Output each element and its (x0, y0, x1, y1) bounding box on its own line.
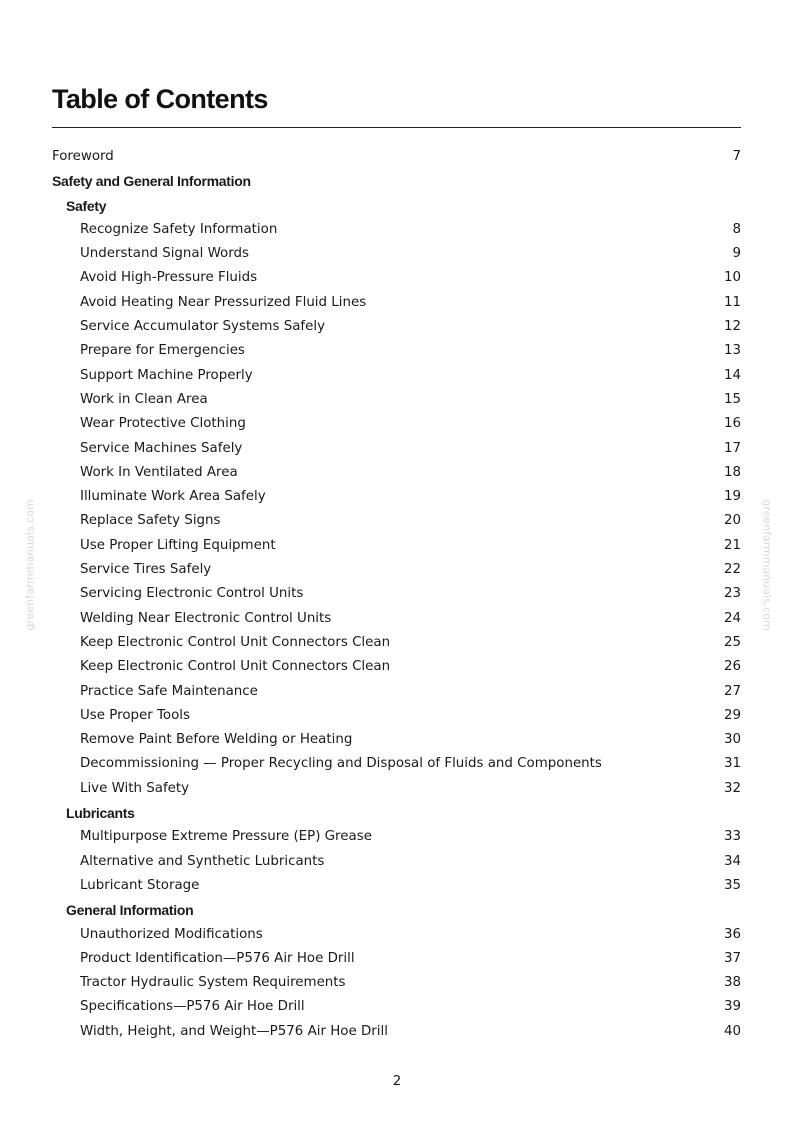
toc-entry-label: Live With Safety (80, 780, 190, 796)
toc-entry-page-number: 37 (723, 950, 741, 966)
toc-entry-label: Multipurpose Extreme Pressure (EP) Grease (80, 829, 372, 845)
page-title: Table of Contents (52, 84, 268, 114)
toc-entry-page-number: 18 (723, 464, 741, 480)
toc-entry-label: Wear Protective Clothing (80, 416, 246, 432)
toc-entry-page-number: 39 (723, 999, 741, 1015)
toc-entry-label: Avoid Heating Near Pressurized Fluid Lines (80, 294, 367, 310)
toc-entry[interactable] (0, 825, 794, 849)
toc-entry-page-number: 13 (723, 343, 741, 359)
toc-entry[interactable] (0, 558, 794, 582)
toc-entry-page-number: 22 (723, 562, 741, 578)
toc-entry-page-number: 25 (723, 634, 741, 650)
toc-entry-label: Alternative and Synthetic Lubricants (80, 853, 325, 869)
toc-entry-page-number: 20 (723, 513, 741, 529)
toc-entry-label: Keep Electronic Control Unit Connectors Clean (80, 634, 391, 650)
toc-entry[interactable] (0, 291, 794, 315)
watermark-right: greenfarmmanuals.com (760, 499, 774, 631)
toc-entry-label: Decommissioning — Proper Recycling and Disposal of Fluids and Components (80, 756, 602, 772)
toc-entry[interactable] (0, 364, 794, 388)
toc-entry-label: Avoid High-Pressure Fluids (80, 270, 258, 286)
watermark-left: greenfarmmanuals.com (23, 499, 37, 631)
toc-entry-label: Recognize Safety Information (80, 221, 278, 237)
toc-entry-page-number: 7 (732, 149, 741, 164)
toc-entry[interactable] (0, 607, 794, 631)
toc-entry-label: Specifications—P576 Air Hoe Drill (80, 999, 305, 1015)
toc-entry-label: Tractor Hydraulic System Requirements (80, 975, 346, 991)
title-divider (52, 127, 741, 128)
toc-entry-label: Practice Safe Maintenance (80, 683, 258, 699)
toc-entry-page-number: 11 (723, 294, 741, 310)
toc-entry-page-number: 35 (723, 877, 741, 893)
toc-entry[interactable] (0, 728, 794, 752)
toc-section-heading (0, 194, 794, 218)
toc-entry[interactable] (0, 315, 794, 339)
toc-entry-label: Service Machines Safely (80, 440, 243, 456)
toc-entry[interactable] (0, 971, 794, 995)
toc-section-heading (0, 801, 794, 825)
toc-entry[interactable] (0, 850, 794, 874)
toc-entry-page-number: 30 (723, 732, 741, 748)
toc-entry[interactable] (0, 582, 794, 606)
toc-entry[interactable] (0, 412, 794, 436)
toc-entry-label: Unauthorized Modifications (80, 926, 263, 942)
toc-entry-label: Service Accumulator Systems Safely (80, 319, 326, 335)
toc-entry-page-number: 9 (732, 246, 741, 262)
toc-entry-label: Foreword (52, 149, 114, 164)
toc-section-heading (0, 898, 794, 922)
toc-entry-page-number: 33 (723, 829, 741, 845)
toc-entry[interactable] (0, 655, 794, 679)
toc-entry-page-number: 21 (723, 537, 741, 553)
toc-entry-page-number: 38 (723, 975, 741, 991)
toc-entry-page-number: 36 (723, 926, 741, 942)
toc-entry-label: Safety and General Information (52, 173, 251, 190)
toc-entry[interactable] (0, 874, 794, 898)
toc-entry-label: Servicing Electronic Control Units (80, 586, 304, 602)
toc-entry[interactable] (0, 509, 794, 533)
toc-entry[interactable] (0, 437, 794, 461)
toc-entry-page-number: 8 (732, 221, 741, 237)
toc-entry-page-number: 34 (723, 853, 741, 869)
toc-entry-label: Lubricants (66, 805, 135, 822)
toc-entry-page-number: 14 (723, 367, 741, 383)
toc-entry[interactable] (0, 461, 794, 485)
toc-entry-label: Remove Paint Before Welding or Heating (80, 732, 353, 748)
toc-section-heading (0, 169, 794, 193)
toc-entry-page-number: 19 (723, 489, 741, 505)
toc-entry-page-number: 17 (723, 440, 741, 456)
toc-entry[interactable] (0, 680, 794, 704)
toc-entry[interactable] (0, 752, 794, 776)
toc-entry[interactable] (0, 777, 794, 801)
toc-entry-label: Replace Safety Signs (80, 513, 221, 529)
toc-entry[interactable] (0, 485, 794, 509)
toc-entry-page-number: 40 (723, 1023, 741, 1039)
toc-entry-label: Width, Height, and Weight—P576 Air Hoe Drill (80, 1023, 388, 1039)
toc-entry-label: Safety (66, 197, 107, 214)
toc-entry-label: Illuminate Work Area Safely (80, 489, 266, 505)
toc-entry[interactable] (0, 534, 794, 558)
toc-entry-label: Lubricant Storage (80, 877, 200, 893)
toc-entry[interactable] (0, 145, 794, 169)
toc-entry-label: Work In Ventilated Area (80, 464, 238, 480)
toc-entry-page-number: 12 (723, 319, 741, 335)
toc-entry[interactable] (0, 631, 794, 655)
toc-entry-label: Keep Electronic Control Unit Connectors Clean (80, 659, 391, 675)
toc-entry-label: Prepare for Emergencies (80, 343, 245, 359)
toc-entry[interactable] (0, 923, 794, 947)
toc-entry-page-number: 31 (723, 756, 741, 772)
toc-entry[interactable] (0, 218, 794, 242)
toc-entry[interactable] (0, 947, 794, 971)
toc-entry-label: General Information (66, 902, 194, 919)
toc-entry-page-number: 15 (723, 391, 741, 407)
toc-entry[interactable] (0, 704, 794, 728)
toc-entry[interactable] (0, 242, 794, 266)
toc-entry-page-number: 23 (723, 586, 741, 602)
toc-entry[interactable] (0, 388, 794, 412)
toc-entry[interactable] (0, 1020, 794, 1044)
toc-entry-label: Welding Near Electronic Control Units (80, 610, 332, 626)
toc-entry-page-number: 10 (723, 270, 741, 286)
toc-entry[interactable] (0, 339, 794, 363)
page-number: 2 (392, 1074, 402, 1089)
toc-entry-label: Support Machine Properly (80, 367, 253, 383)
toc-entry-page-number: 27 (723, 683, 741, 699)
toc-entry-label: Use Proper Lifting Equipment (80, 537, 276, 553)
toc-entry-page-number: 32 (723, 780, 741, 796)
toc-entry-label: Work in Clean Area (80, 391, 208, 407)
toc-entry[interactable] (0, 995, 794, 1019)
toc-entry-label: Understand Signal Words (80, 246, 249, 262)
toc-entry[interactable] (0, 266, 794, 290)
toc-entry-page-number: 29 (723, 707, 741, 723)
toc-entry-page-number: 26 (723, 659, 741, 675)
toc-entry-page-number: 16 (723, 416, 741, 432)
toc-entry-page-number: 24 (723, 610, 741, 626)
toc-entry-label: Product Identification—P576 Air Hoe Drill (80, 950, 355, 966)
toc-entry-label: Service Tires Safely (80, 562, 212, 578)
toc-entry-label: Use Proper Tools (80, 707, 191, 723)
toc-list (0, 145, 794, 1044)
